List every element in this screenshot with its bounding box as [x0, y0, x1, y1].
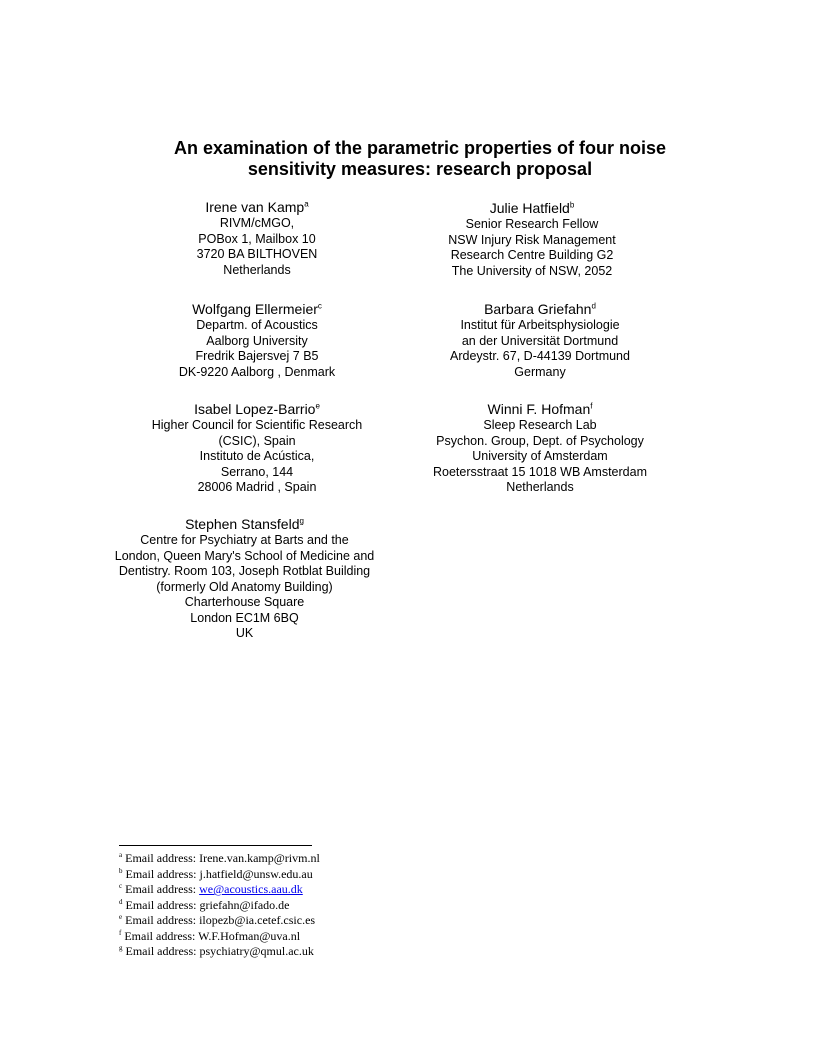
affiliation-line: London, Queen Mary's School of Medicine and	[114, 548, 375, 563]
footnote-e	[119, 913, 619, 929]
affiliation-line: Roetersstraat 15 1018 WB Amsterdam	[433, 464, 647, 479]
affiliation-line: Senior Research Fellow	[465, 217, 599, 231]
author-name: Wolfgang Ellermeier	[192, 301, 318, 317]
author-mark: b	[569, 200, 575, 210]
footnote-b	[119, 867, 619, 883]
author-block-van-kamp	[157, 198, 357, 278]
affiliation-line: UK	[235, 626, 254, 640]
paper-title	[150, 138, 690, 180]
footnote-g	[119, 944, 619, 960]
footnote-label: Email address:	[125, 866, 197, 881]
affiliation-line: Institut für Arbeitsphysiologie	[460, 318, 620, 332]
author-mark: a	[304, 199, 309, 209]
footnote-c	[119, 882, 619, 898]
affiliation-line: Instituto de Acústica,	[199, 449, 315, 463]
author-block-hatfield	[427, 199, 637, 279]
footnote-mark: e	[119, 913, 123, 921]
author-name: Isabel Lopez-Barrio	[194, 401, 316, 417]
affiliation-line: Serrano, 144	[220, 464, 294, 479]
affiliation-line: Charterhouse Square	[184, 595, 305, 609]
affiliation-line: Aalborg University	[206, 333, 308, 348]
author-block-stansfeld	[102, 515, 387, 642]
affiliation-line: University of Amsterdam	[472, 449, 608, 463]
author-mark: d	[591, 301, 596, 311]
title-line-2: sensitivity measures: research proposal	[247, 159, 593, 179]
footnotes	[119, 851, 619, 960]
affiliation-line: Psychon. Group, Dept. of Psychology	[436, 433, 644, 448]
footnote-mark: d	[119, 897, 123, 906]
affiliation-line: (CSIC), Spain	[218, 433, 296, 448]
affiliation-line: Centre for Psychiatry at Barts and the	[140, 533, 349, 547]
email-link[interactable]: we@acoustics.aau.dk	[199, 882, 303, 896]
affiliation-line: Sleep Research Lab	[483, 418, 597, 432]
author-name: Winni F. Hofman	[487, 401, 591, 417]
author-block-griefahn	[425, 300, 655, 380]
email-address: griefahn@ifado.de	[199, 897, 290, 912]
footnote-label: Email address:	[125, 944, 197, 958]
footnote-label: Email address:	[124, 928, 196, 943]
author-name: Julie Hatfield	[489, 200, 570, 216]
affiliation-line: POBox 1, Mailbox 10	[198, 231, 316, 246]
affiliation-line: NSW Injury Risk Management	[448, 232, 616, 247]
author-block-lopez-barrio	[132, 400, 382, 496]
email-address: j.hatfield@unsw.edu.au	[199, 866, 313, 881]
author-block-ellermeier	[147, 300, 367, 380]
email-address: psychiatry@qmul.ac.uk	[199, 944, 314, 958]
email-address: ilopezb@ia.cetef.csic.es	[199, 913, 316, 927]
title-line-1: An examination of the parametric properties of four noise	[173, 138, 667, 158]
affiliation-line: Dentistry. Room 103, Joseph Rotblat Building	[118, 564, 371, 578]
author-mark: c	[317, 301, 322, 311]
affiliation-line: The University of NSW, 2052	[451, 263, 613, 278]
footnote-mark: c	[119, 882, 123, 890]
affiliation-line: RIVM/cMGO,	[219, 216, 295, 230]
email-address: W.F.Hofman@uva.nl	[198, 928, 301, 943]
affiliation-line: (formerly Old Anatomy Building)	[156, 579, 333, 594]
author-name: Stephen Stansfeld	[185, 516, 300, 532]
author-mark: g	[299, 516, 304, 526]
author-name: Barbara Griefahn	[484, 301, 592, 317]
affiliation-line: Germany	[514, 364, 566, 379]
footnote-label: Email address:	[125, 913, 197, 927]
affiliation-line: Netherlands	[223, 262, 291, 277]
affiliation-line: Research Centre Building G2	[450, 248, 614, 262]
affiliation-line: an der Universität Dortmund	[461, 333, 619, 348]
author-mark: f	[590, 401, 593, 411]
affiliation-line: Fredrik Bajersvej 7 B5	[195, 349, 319, 363]
footnote-label: Email address:	[125, 897, 197, 912]
affiliation-line: 3720 BA BILTHOVEN	[196, 247, 318, 261]
author-block-hofman	[410, 400, 670, 496]
author-mark: e	[315, 401, 320, 411]
affiliation-line: London EC1M 6BQ	[190, 610, 299, 625]
author-name: Irene van Kamp	[205, 199, 305, 215]
affiliation-line: 28006 Madrid , Spain	[197, 480, 317, 494]
affiliation-line: Ardeystr. 67, D-44139 Dortmund	[450, 349, 630, 363]
footnote-separator	[119, 845, 312, 846]
footnote-mark: b	[119, 866, 123, 875]
affiliation-line: Higher Council for Scientific Research	[151, 418, 363, 432]
footnote-d	[119, 898, 619, 914]
footnote-f	[119, 929, 619, 945]
footnote-label: Email address:	[125, 882, 197, 896]
email-address: Irene.van.kamp@rivm.nl	[199, 851, 320, 865]
footnote-mark: a	[119, 851, 123, 859]
footnote-mark: f	[119, 928, 122, 937]
affiliation-line: DK-9220 Aalborg , Denmark	[178, 364, 336, 379]
footnote-mark: g	[119, 944, 123, 952]
affiliation-line: Departm. of Acoustics	[196, 318, 318, 332]
footnote-label: Email address:	[125, 851, 197, 865]
affiliation-line: Netherlands	[506, 480, 574, 494]
footnote-a	[119, 851, 619, 867]
